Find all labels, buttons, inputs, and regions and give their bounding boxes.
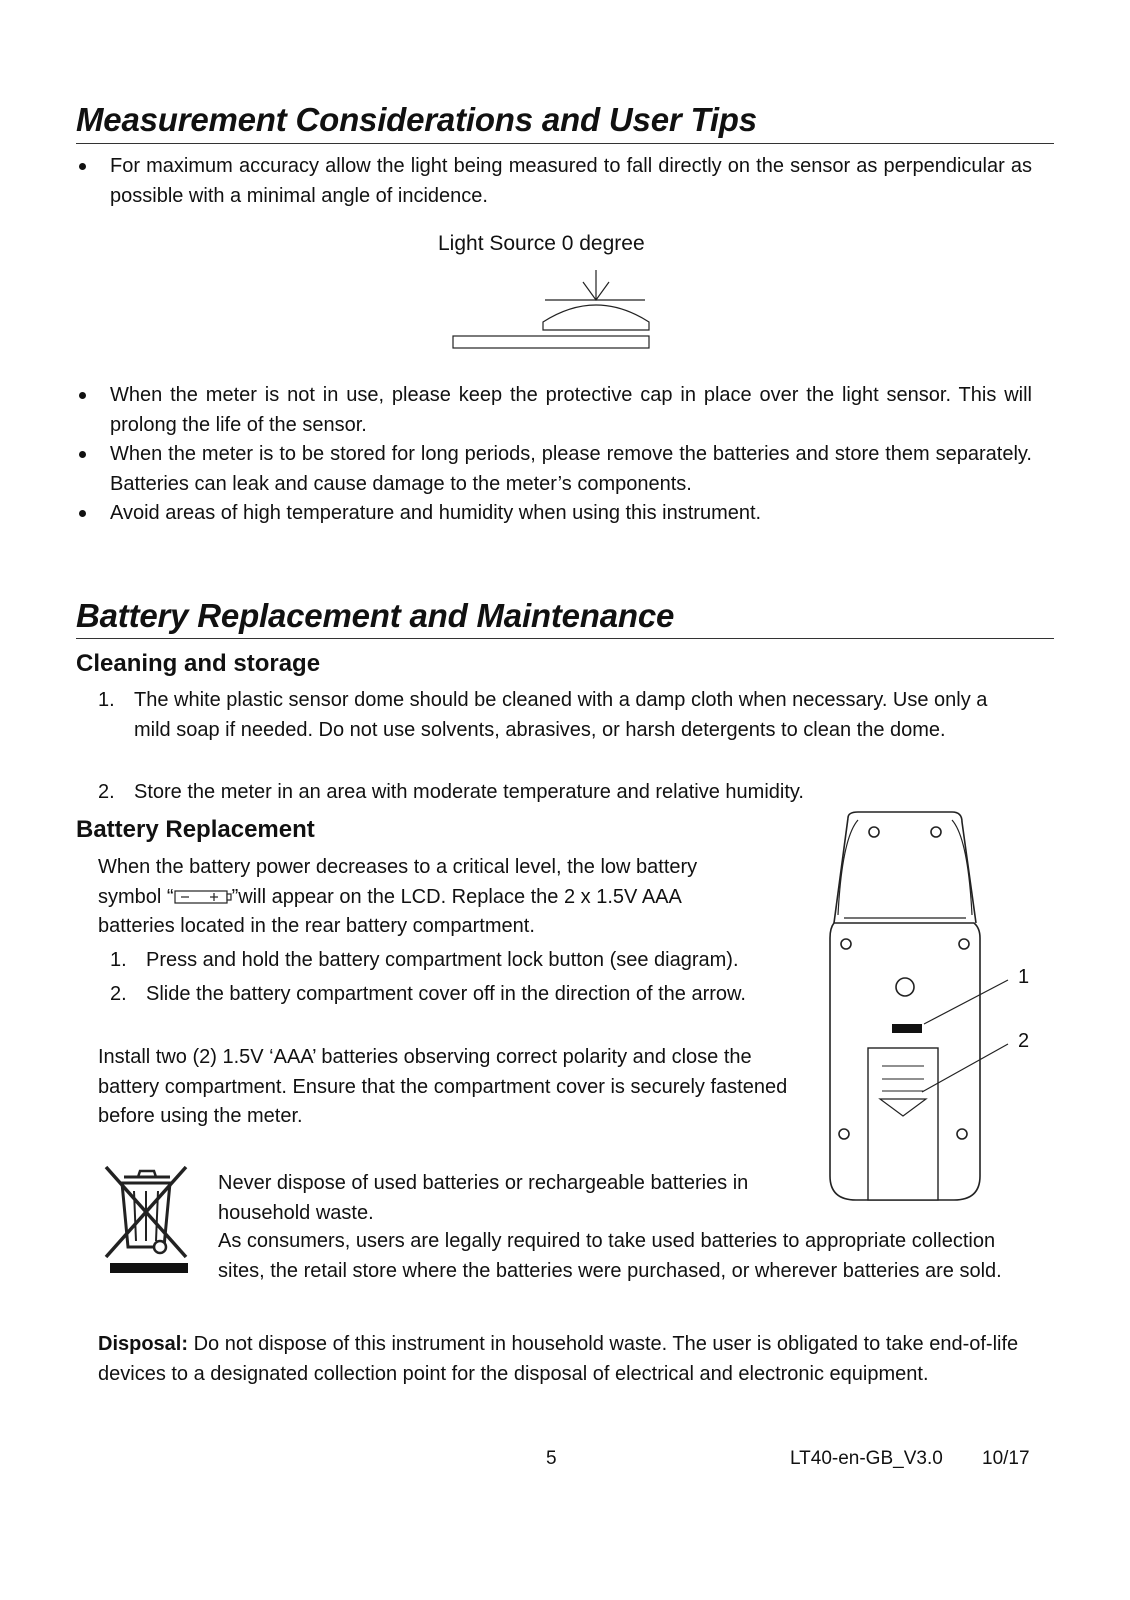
tip-storage: When the meter is to be stored for long periods, please remove the batteries and store them separately. Batteries can leak and cause damage to the meter’s components. (110, 443, 1032, 495)
battery-intro-line2 (98, 883, 818, 913)
bullet (79, 510, 86, 517)
cleaning-item-1: The white plastic sensor dome should be cleaned with a damp cloth when necessary. Use only a mild soap if needed. Do not use solvents, abrasives, or harsh detergents to clean the dome. (134, 689, 988, 741)
document-id: LT40-en-GB_V3.0 (790, 1448, 943, 1469)
symbol-suffix: ”will appear on the LCD. Replace the 2 x 1.5V AAA (231, 885, 682, 908)
figure-label: Light Source 0 degree (438, 232, 645, 255)
bullet (79, 392, 86, 399)
cleaning-item-2: Store the meter in an area with moderate temperature and relative humidity. (134, 781, 804, 803)
list-number: 1. (98, 689, 115, 711)
heading-cleaning: Cleaning and storage (76, 650, 321, 677)
document-date: 10/17 (982, 1448, 1030, 1469)
callout-label-1: 1 (1018, 966, 1030, 988)
tip-temperature: Avoid areas of high temperature and humidity when using this instrument. (110, 502, 762, 524)
bullet (79, 163, 86, 170)
tip-protective-cap: When the meter is not in use, please keep the protective cap in place over the light sensor. This will prolong the life of the sensor. (110, 384, 1032, 436)
battery-intro (98, 853, 818, 942)
disposal-label: Disposal: (98, 1333, 189, 1355)
list-number: 2. (110, 983, 127, 1005)
weee-symbol (100, 1163, 192, 1275)
sensor-dome-diagram (430, 230, 680, 355)
meter-rear-illustration (828, 808, 1048, 1218)
battery-step-2: Slide the battery compartment cover off in the direction of the arrow. (146, 983, 746, 1005)
tip-accuracy: For maximum accuracy allow the light being measured to fall directly on the sensor as perpendicular as possible with a minimal angle of incidence. (110, 155, 1032, 207)
battery-intro-line1: When the battery power decreases to a critical level, the low battery (98, 856, 698, 878)
weee-notice-2: As consumers, users are legally required to take used batteries to appropriate collection sites, the retail store where the batteries were purchased, or wherever batteries are sold. (218, 1230, 1002, 1282)
title-rule (76, 638, 1054, 639)
callout-label-2: 2 (1018, 1030, 1030, 1052)
crossed-out-bin-icon (100, 1163, 192, 1275)
title-rule (76, 143, 1054, 144)
meter-back-diagram (828, 808, 1048, 1218)
install-batteries-text: Install two (2) 1.5V ‘AAA’ batteries observing correct polarity and close the battery compartment. Ensure that the compartment cover is securely fastened before using the meter. (98, 1046, 788, 1127)
list-number: 1. (110, 949, 127, 971)
page-number: 5 (546, 1448, 557, 1469)
heading-battery-replacement: Battery Replacement (76, 816, 315, 843)
list-number: 2. (98, 781, 115, 803)
battery-intro-line3: batteries located in the rear battery compartment. (98, 915, 535, 937)
section-title-battery: Battery Replacement and Maintenance (76, 597, 675, 634)
section-title-measurement: Measurement Considerations and User Tips (76, 101, 757, 138)
disposal-text: Do not dispose of this instrument in household waste. The user is obligated to take end-of-life devices to a designated collection point for the disposal of electrical and electronic equipment. (98, 1333, 1019, 1385)
light-source-figure (430, 230, 680, 355)
low-battery-icon (174, 889, 232, 905)
disposal-paragraph (98, 1330, 1028, 1389)
symbol-prefix: symbol “ (98, 885, 174, 908)
bullet (79, 451, 86, 458)
battery-step-1: Press and hold the battery compartment lock button (see diagram). (146, 949, 739, 971)
weee-notice-1: Never dispose of used batteries or rechargeable batteries in household waste. (218, 1172, 749, 1224)
